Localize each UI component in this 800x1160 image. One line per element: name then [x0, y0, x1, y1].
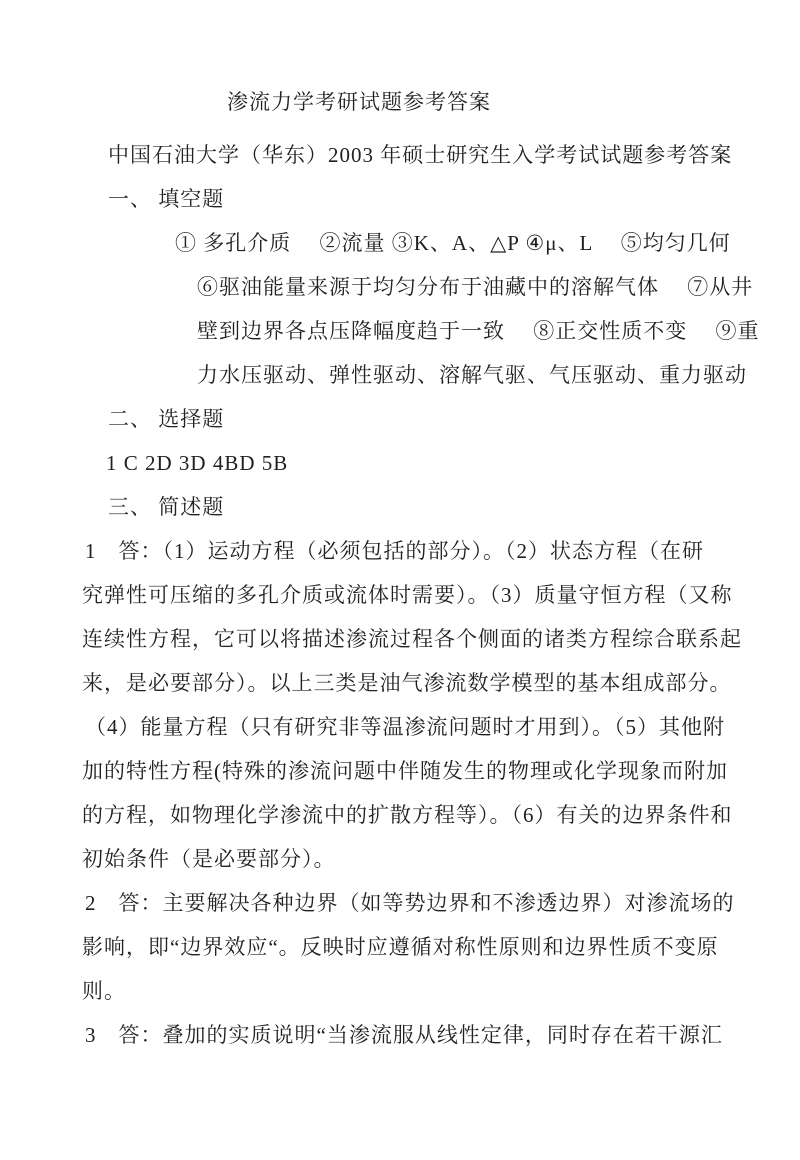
essay-answer1-line: 加的特性方程(特殊的渗流问题中伴随发生的物理或化学现象而附加: [82, 759, 728, 783]
fill-answer-line: 力水压驱动、弹性驱动、溶解气驱、气压驱动、重力驱动: [197, 363, 747, 387]
choice-answers-line: 1 C 2D 3D 4BD 5B: [106, 451, 289, 475]
section1-heading: 一、 填空题: [108, 187, 225, 211]
essay-answer1-line: 究弹性可压缩的多孔介质或流体时需要）。（3）质量守恒方程（又称: [82, 583, 733, 607]
doc-subtitle: 中国石油大学（华东）2003 年硕士研究生入学考试试题参考答案: [108, 143, 733, 167]
essay-answer3-line: 3 答：叠加的实质说明“当渗流服从线性定律，同时存在若干源汇: [85, 1023, 723, 1047]
essay-answer2-line: 影响，即“边界效应“。反映时应遵循对称性原则和边界性质不变原: [82, 935, 719, 959]
essay-answer1-line: 1 答：（1）运动方程（必须包括的部分）。（2）状态方程（在研: [85, 539, 704, 563]
section2-heading: 二、 选择题: [108, 407, 225, 431]
doc-title: 渗流力学考研试题参考答案: [227, 90, 491, 114]
essay-answer1-line: 的方程，如物理化学渗流中的扩散方程等）。（6）有关的边界条件和: [82, 803, 733, 827]
essay-answer2-line: 则。: [82, 979, 126, 1003]
essay-answer1-line: 来，是必要部分）。以上三类是油气渗流数学模型的基本组成部分。: [82, 671, 732, 695]
fill-answer-line: ① 多孔介质 ②流量 ③K、A、△P ④μ、L ⑤均匀几何: [175, 231, 731, 255]
essay-answer1-line: 连续性方程，它可以将描述渗流过程各个侧面的诸类方程综合联系起: [82, 627, 742, 651]
fill-answer-line: ⑥驱油能量来源于均匀分布于油藏中的溶解气体 ⑦从井: [197, 275, 754, 299]
essay-answer1-line: （4）能量方程（只有研究非等温渗流问题时才用到）。（5）其他附: [85, 715, 725, 739]
section3-heading: 三、 简述题: [108, 495, 225, 519]
fill-answer-line: 壁到边界各点压降幅度趋于一致 ⑧正交性质不变 ⑨重: [197, 319, 760, 343]
essay-answer1-line: 初始条件（是必要部分）。: [82, 847, 336, 871]
essay-answer2-line: 2 答：主要解决各种边界（如等势边界和不渗透边界）对渗流场的: [85, 891, 735, 915]
